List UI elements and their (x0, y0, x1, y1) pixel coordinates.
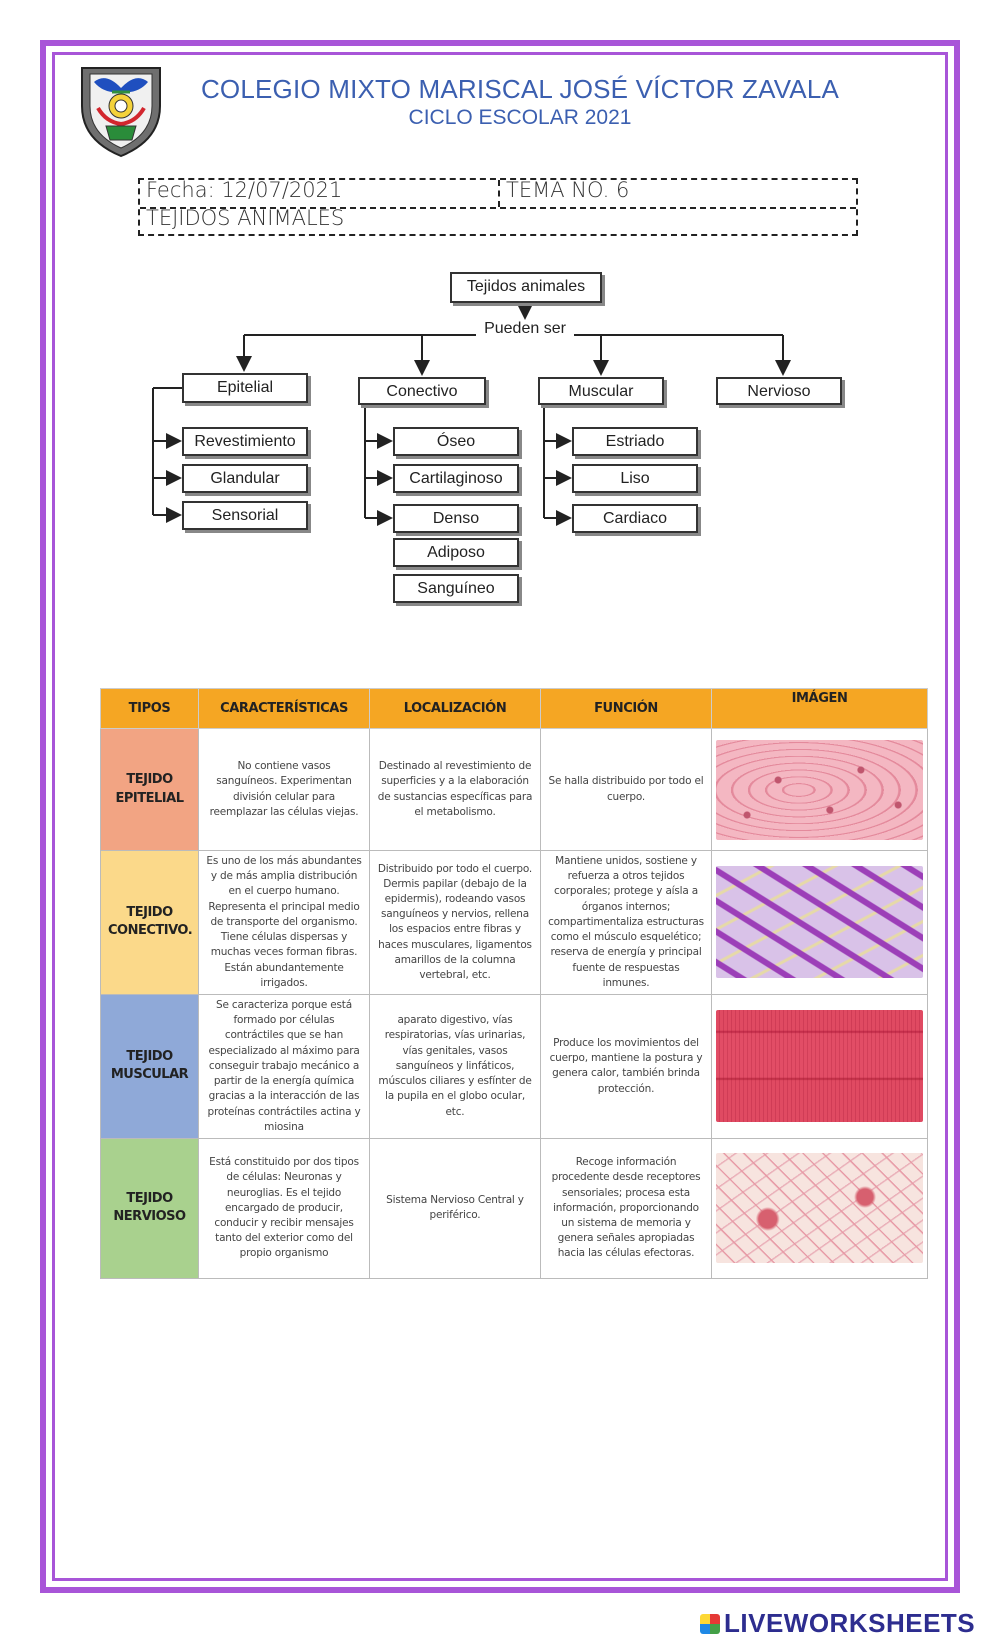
row-type: TEJIDO EPITELIAL (101, 729, 199, 851)
row-type: TEJIDO MUSCULAR (101, 994, 199, 1138)
connective-tissue-image (716, 866, 923, 978)
row-caracteristicas: No contiene vasos sanguíneos. Experimentan división celular para reemplazar las células viejas. (199, 729, 370, 851)
tissue-table (100, 688, 928, 1279)
watermark-text: LIVEWORKSHEETS (724, 1608, 976, 1638)
row-image (712, 851, 928, 995)
header-caracteristicas: CARACTERÍSTICAS (199, 689, 370, 729)
node-oseo: Óseo (393, 427, 519, 456)
row-caracteristicas: Está constituido por dos tipos de células: Neuronas y neuroglias. Es el tejido encargado de producir, conducir y recibir mensajes tanto del exterior como del propio organismo (199, 1138, 370, 1278)
node-adiposo: Adiposo (393, 538, 519, 567)
liveworksheets-logo-icon (700, 1614, 720, 1634)
row-funcion: Mantiene unidos, sostiene y refuerza a otros tejidos corporales; protege y aísla a órganos internos; compartimentaliza estructuras como el músculo esquelético; reserva de energía y principal fuente de respuestas inmunes. (541, 851, 712, 995)
epithelial-tissue-image (716, 740, 923, 840)
row-funcion: Se halla distribuido por todo el cuerpo. (541, 729, 712, 851)
row-funcion: Produce los movimientos del cuerpo, mantiene la postura y genera calor, también brinda protección. (541, 994, 712, 1138)
row-type: TEJIDO CONECTIVO. (101, 851, 199, 995)
school-name: COLEGIO MIXTO MARISCAL JOSÉ VÍCTOR ZAVALA (200, 74, 840, 104)
date-label: Fecha: 12/07/2021 (146, 178, 343, 202)
node-cartilaginoso: Cartilaginoso (393, 464, 519, 493)
row-image (712, 994, 928, 1138)
muscle-tissue-image (716, 1010, 923, 1122)
header-funcion: FUNCIÓN (541, 689, 712, 729)
node-glandular: Glandular (182, 464, 308, 493)
node-cardiaco: Cardiaco (572, 504, 698, 533)
row-type: TEJIDO NERVIOSO (101, 1138, 199, 1278)
header-localizacion: LOCALIZACIÓN (370, 689, 541, 729)
row-funcion: Recoge información procedente desde receptores sensoriales; procesa esta información, proporcionando un sistema de memoria y genera señales apropiadas hacia las células efectoras. (541, 1138, 712, 1278)
table-row (101, 851, 928, 995)
topic-title: TEJIDOS ANIMALES (146, 206, 345, 230)
table-header-row (101, 689, 928, 729)
row-caracteristicas: Es uno de los más abundantes y de más amplia distribución en el cuerpo humano. Representa el principal medio de transporte del organismo. Tiene células dispersas y muchas veces forman fibras. Están abundantemente irrigados. (199, 851, 370, 995)
node-sanguineo: Sanguíneo (393, 574, 519, 603)
node-conectivo: Conectivo (358, 377, 486, 405)
connector-label: Pueden ser (476, 320, 574, 338)
row-image (712, 1138, 928, 1278)
row-localizacion: Distribuido por todo el cuerpo. Dermis papilar (debajo de la epidermis), rodeando vasos sanguíneos y nervios, rellena los espacios entre fibras y haces musculares, ligamentos amarillos de la columna vertebral, etc. (370, 851, 541, 995)
table-row (101, 729, 928, 851)
table-row (101, 1138, 928, 1278)
row-localizacion: Destinado al revestimiento de superficies y a la elaboración de sustancias específicas para el metabolismo. (370, 729, 541, 851)
node-nervioso: Nervioso (716, 377, 842, 405)
row-localizacion: aparato digestivo, vías respiratorias, vías urinarias, vías genitales, vasos sanguíneos y linfáticos, músculos ciliares y esfínter de la pupila en el globo ocular, etc. (370, 994, 541, 1138)
row-caracteristicas: Se caracteriza porque está formado por células contráctiles que se han especializado al máximo para conseguir trabajo mecánico a partir de la energía química gracias a la interacción de las proteínas contráctiles actina y miosina (199, 994, 370, 1138)
row-image (712, 729, 928, 851)
nervous-tissue-image (716, 1153, 923, 1263)
node-estriado: Estriado (572, 427, 698, 456)
row-localizacion: Sistema Nervioso Central y periférico. (370, 1138, 541, 1278)
node-epitelial: Epitelial (182, 373, 308, 403)
node-muscular: Muscular (538, 377, 664, 405)
node-liso: Liso (572, 464, 698, 493)
node-denso: Denso (393, 504, 519, 533)
concept-map (0, 0, 1000, 620)
table-row (101, 994, 928, 1138)
node-tejidos-animales: Tejidos animales (450, 272, 602, 303)
node-sensorial: Sensorial (182, 501, 308, 530)
liveworksheets-watermark (700, 1608, 975, 1639)
topic-number: TEMA NO. 6 (506, 178, 630, 202)
header-imagen: IMÁGEN (712, 689, 928, 729)
school-year: CICLO ESCOLAR 2021 (408, 106, 632, 129)
node-revestimiento: Revestimiento (182, 427, 308, 456)
header-tipos: TIPOS (101, 689, 199, 729)
